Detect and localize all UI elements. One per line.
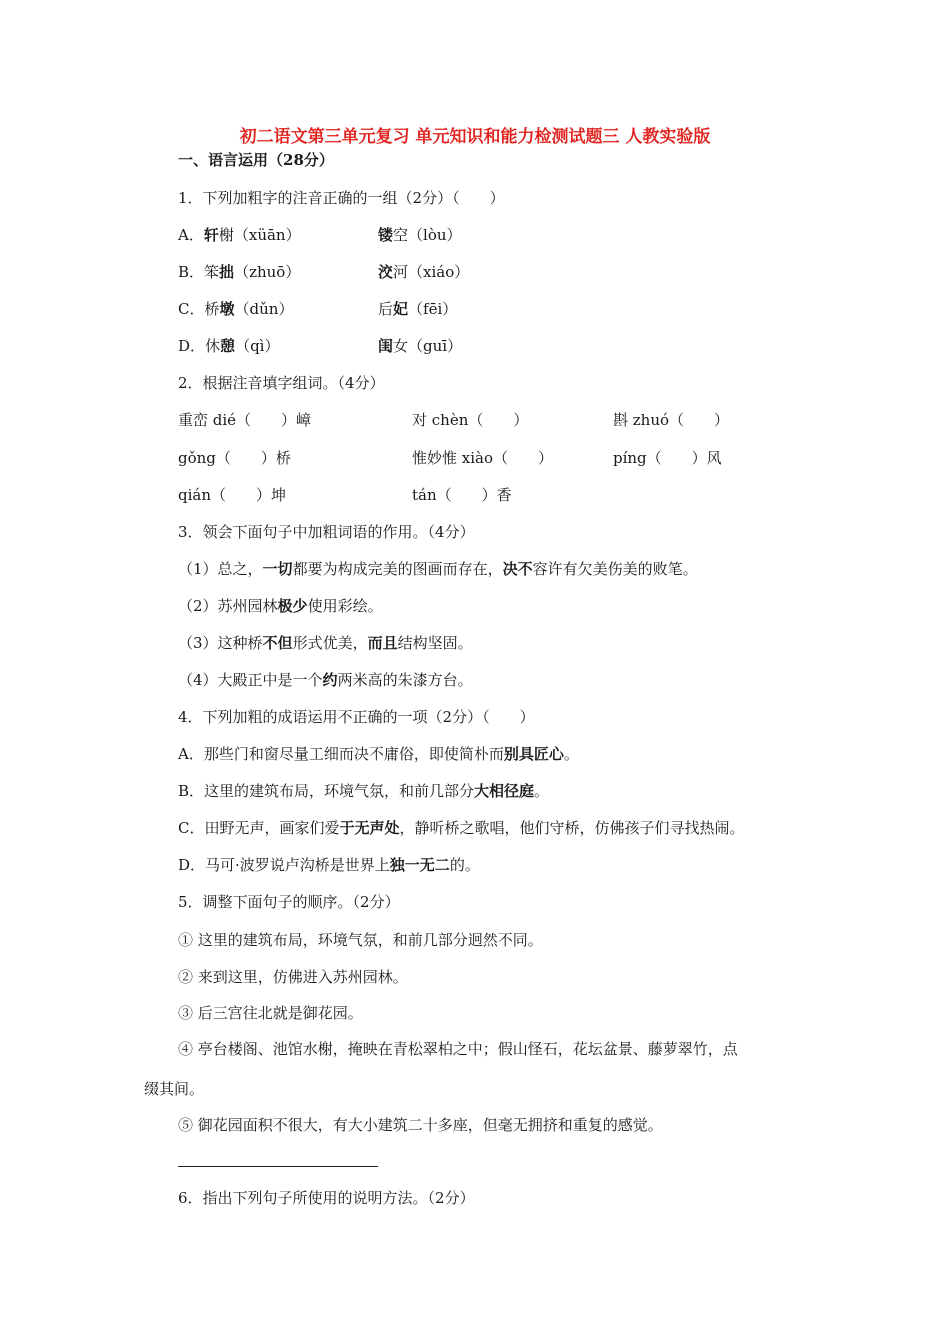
option-label: C． (178, 300, 205, 318)
q1-option-c-left (178, 299, 293, 319)
q4-option-d (178, 855, 480, 875)
sentence-text: （4）大殿正中是一个 (178, 671, 323, 689)
question-5-stem: 5．调整下面句子的顺序。（2分） (178, 893, 400, 911)
q2-blank-cell: 斟 zhuó（ ） (613, 411, 730, 429)
bold-word: 决不 (502, 560, 533, 578)
option-text: B．这里的建筑布局，环境气氛，和前几部分 (178, 782, 475, 800)
bold-idiom: 大相径庭 (474, 782, 535, 800)
option-text: 河（xiáo） (393, 263, 470, 281)
q5-sentence: ④ 亭台楼阁、池馆水榭，掩映在青松翠柏之中；假山怪石，花坛盆景、藤萝翠竹，点 (178, 1040, 738, 1058)
q1-option-d-right (378, 336, 462, 356)
answer-line (178, 1166, 378, 1167)
option-text: （zhuō） (234, 263, 301, 281)
q5-sentence: ① 这里的建筑布局，环境气氛，和前几部分迥然不同。 (178, 931, 543, 949)
sentence-text: 都要为构成完美的图画而存在， (292, 560, 503, 578)
option-text: 笨 (204, 263, 220, 281)
sentence-text: 容许有欠美伤美的败笔。 (532, 560, 698, 578)
q1-option-d-left (178, 336, 279, 356)
document-title: 初二语文第三单元复习 单元知识和能力检测试题三 人教实验版 (239, 127, 711, 147)
sentence-text: 结构坚固。 (397, 634, 473, 652)
option-label: D． (178, 337, 206, 355)
option-text: 桥 (204, 300, 220, 318)
question-4-stem: 4．下列加粗的成语运用不正确的一项（2分）（ ） (178, 708, 535, 726)
bold-char: 墩 (219, 300, 235, 318)
bold-char: 轩 (203, 226, 219, 244)
q2-blank-cell: 对 chèn（ ） (412, 411, 529, 429)
option-text: 。 (534, 782, 550, 800)
q2-blank-cell: tán（ ）香 (412, 486, 512, 504)
q2-blank-cell: 惟妙惟 xiào（ ） (412, 449, 553, 467)
q4-option-c (178, 818, 745, 838)
option-text: 空（lòu） (393, 226, 462, 244)
option-text: 榭（xüān） (218, 226, 301, 244)
q5-sentence: ② 来到这里，仿佛进入苏州园林。 (178, 968, 408, 986)
question-3-stem: 3．领会下面句子中加粗词语的作用。（4分） (178, 523, 475, 541)
q1-option-b-right (378, 262, 469, 282)
q5-sentence: ③ 后三宫往北就是御花园。 (178, 1004, 363, 1022)
option-label: A． (178, 226, 204, 244)
question-2-stem: 2．根据注音填字组词。（4分） (178, 374, 385, 392)
q2-blank-cell: 重峦 dié（ ）嶂 (178, 411, 312, 429)
bold-idiom: 别具匠心 (503, 745, 564, 763)
sentence-text: 形式优美， (292, 634, 368, 652)
q4-option-b (178, 781, 549, 801)
option-label: B． (178, 263, 205, 281)
q3-sentence-1 (178, 559, 698, 579)
option-text: 女（guī） (393, 337, 463, 355)
bold-char: 拙 (219, 263, 235, 281)
option-text: （fēi） (408, 300, 458, 318)
q2-blank-cell: píng（ ）风 (613, 449, 722, 467)
q4-option-a (178, 744, 579, 764)
bold-word: 而且 (367, 634, 398, 652)
question-1-stem: 1．下列加粗字的注音正确的一组（2分）（ ） (178, 189, 505, 207)
sentence-text: （3）这种桥 (178, 634, 263, 652)
option-text: 的。 (449, 856, 480, 874)
bold-char: 闺 (378, 337, 394, 355)
option-text: （dǔn） (234, 300, 294, 318)
sentence-text: 使用彩绘。 (307, 597, 383, 615)
bold-word: 约 (322, 671, 338, 689)
option-text: C．田野无声，画家们爱 (178, 819, 340, 837)
bold-word: 极少 (277, 597, 308, 615)
q2-blank-cell: gǒng（ ）桥 (178, 449, 291, 467)
q3-sentence-4 (178, 670, 473, 690)
option-text: D．马可·波罗说卢沟桥是世界上 (178, 856, 390, 874)
option-text: 休 (205, 337, 221, 355)
option-text: （qì） (235, 337, 280, 355)
option-text: 后 (378, 300, 394, 318)
q1-option-a-right (378, 225, 462, 245)
bold-char: 镂 (378, 226, 394, 244)
q2-blank-cell: qián（ ）坤 (178, 486, 287, 504)
q1-option-c-right (378, 299, 457, 319)
bold-char: 憩 (220, 337, 236, 355)
bold-char: 妃 (393, 300, 409, 318)
sentence-text: （2）苏州园林 (178, 597, 278, 615)
sentence-text: （1）总之， (178, 560, 263, 578)
section-heading-language-use: 一、语言运用（28分） (178, 151, 334, 169)
bold-idiom: 独一无二 (389, 856, 450, 874)
bold-idiom: 于无声处 (339, 819, 400, 837)
option-text: A．那些门和窗尽量工细而决不庸俗，即使简朴而 (178, 745, 504, 763)
q5-sentence: ⑤ 御花园面积不很大，有大小建筑二十多座，但毫无拥挤和重复的感觉。 (178, 1116, 663, 1134)
sentence-text: 两米高的朱漆方台。 (337, 671, 473, 689)
option-text: ，静听桥之歌唱，他们守桥，仿佛孩子们寻找热闹。 (399, 819, 745, 837)
question-6-stem: 6．指出下列句子所使用的说明方法。（2分） (178, 1189, 475, 1207)
bold-char: 洨 (378, 263, 394, 281)
q1-option-a-left (178, 225, 301, 245)
q3-sentence-2 (178, 596, 383, 616)
option-text: 。 (563, 745, 579, 763)
q1-option-b-left (178, 262, 300, 282)
bold-word: 不但 (262, 634, 293, 652)
q5-sentence-continued: 缀其间。 (144, 1080, 205, 1098)
q3-sentence-3 (178, 633, 473, 653)
bold-word: 一切 (262, 560, 293, 578)
